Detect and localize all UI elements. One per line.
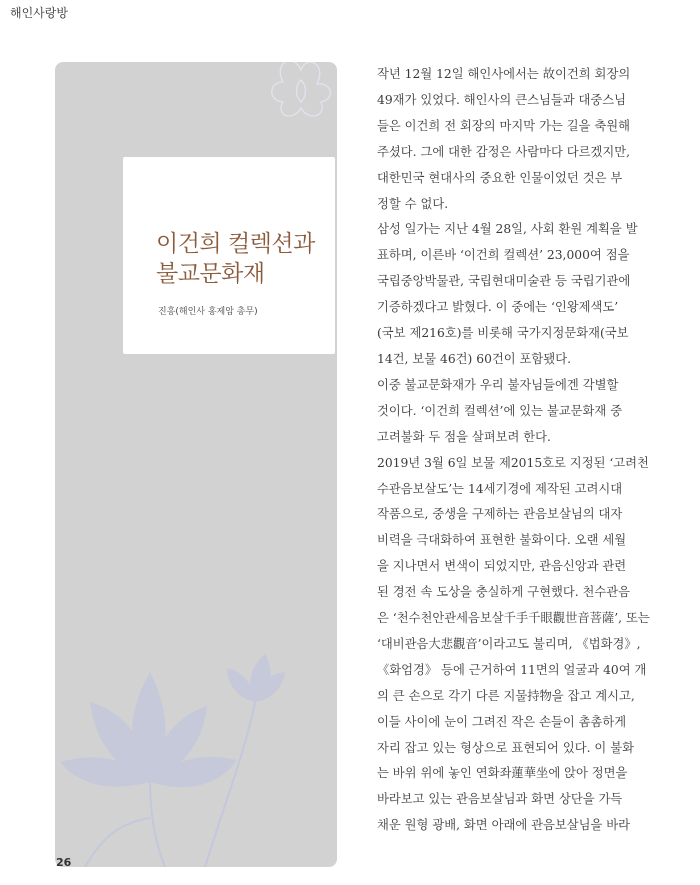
body-line: 《화엄경》 등에 근거하여 11면의 얼굴과 40여 개 [377,662,647,677]
article-body [377,62,657,839]
body-line: 된 경전 속 도상을 충실하게 구현했다. 천수관음 [377,585,631,600]
article-title [156,229,336,289]
body-line: 2019년 3월 6일 보물 제2015호로 지정된 ‘고려천 [377,455,649,470]
body-line: 삼성 일가는 지난 4월 28일, 사회 환원 계획을 발 [377,222,638,237]
body-line: 작년 12월 12일 해인사에서는 故이건희 회장의 [377,67,631,81]
title-line: 이건희 컬렉션과 [156,231,315,257]
body-line: 작품으로, 중생을 구제하는 관음보살님의 대자 [377,507,623,522]
body-line: 비력을 극대화하여 표현한 불화이다. 오랜 세월 [377,533,627,548]
body-line: 는 바위 위에 놓인 연화좌蓮華坐에 앉아 정면을 [377,766,628,781]
body-line: 것이다. ‘이건희 컬렉션’에 있는 불교문화재 중 [377,403,623,418]
body-line: 들은 이건희 전 회장의 마지막 가는 길을 축원해 [377,118,631,133]
body-line: 정할 수 없다. [377,196,449,211]
body-line: 채운 원형 광배, 화면 아래에 관음보살님을 바라 [377,818,631,833]
body-line: 기증하겠다고 밝혔다. 이 중에는 ‘인왕제색도’ [377,300,619,315]
section-label: 해인사랑방 [10,6,68,20]
body-line: 이중 불교문화재가 우리 불자님들에겐 각별할 [377,377,619,392]
body-line: 수관음보살도’는 14세기경에 제작된 고려시대 [377,481,623,496]
body-line: 49재가 있었다. 해인사의 큰스님들과 대중스님 [377,92,627,107]
body-line: 자리 잡고 있는 형상으로 표현되어 있다. 이 불화 [377,740,634,755]
body-line: ‘대비관음大悲觀音’이라고도 불리며, 《법화경》, [377,636,641,651]
body-line: 바라보고 있는 관음보살님과 화면 상단을 가득 [377,792,623,807]
author-byline: 진흥(해인사 홍제암 총무) [158,307,258,317]
body-line: 은 ‘천수천안관세음보살千手千眼觀世音菩薩’, 또는 [377,611,650,626]
title-line: 불교문화재 [156,261,265,287]
body-line: 주셨다. 그에 대한 감정은 사람마다 다르겠지만, [377,144,631,159]
body-line: 표하며, 이른바 ‘이건희 컬렉션’ 23,000여 점을 [377,248,630,263]
body-line: 이들 사이에 눈이 그려진 작은 손들이 촘촘하게 [377,714,627,729]
page-number: 26 [56,856,72,869]
body-line: 을 지나면서 변색이 되었지만, 관음신앙과 관련 [377,559,627,574]
body-line: 대한민국 현대사의 중요한 인물이었던 것은 부 [377,170,623,185]
body-line: 국립중앙박물관, 국립현대미술관 등 국립기관에 [377,274,631,289]
body-line: 고려불화 두 점을 살펴보려 한다. [377,429,551,444]
body-line: (국보 제216호)를 비롯해 국가지정문화재(국보 [377,326,629,341]
body-line: 14건, 보물 46건) 60건이 포함됐다. [377,351,571,366]
body-line: 의 큰 손으로 각기 다른 지물持物을 잡고 계시고, [377,688,635,703]
